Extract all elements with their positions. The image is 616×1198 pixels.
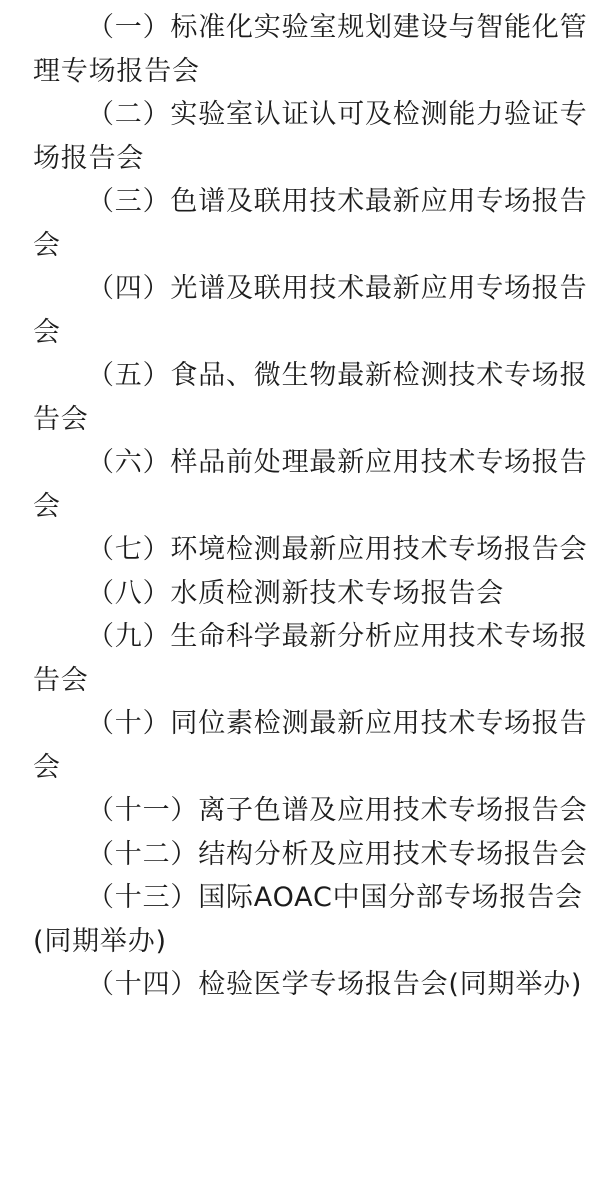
list-item-9: （九）生命科学最新分析应用技术专场报告会 <box>33 621 588 696</box>
list-item-4: （四）光谱及联用技术最新应用专场报告会 <box>33 273 588 348</box>
list-item-12: （十二）结构分析及应用技术专场报告会 <box>87 838 588 870</box>
list-item-5: （五）食品、微生物最新检测技术专场报告会 <box>33 360 588 435</box>
list-item-14: （十四）检验医学专场报告会(同期举办) <box>87 969 583 1000</box>
list-item-13: （十三）国际AOAC中国分部专场报告会(同期举办) <box>33 882 583 957</box>
list-item-6: （六）样品前处理最新应用技术专场报告会 <box>33 447 588 522</box>
list-item-11: （十一）离子色谱及应用技术专场报告会 <box>87 795 588 826</box>
report-session-list <box>33 6 589 1007</box>
list-item-7: （七）环境检测最新应用技术专场报告会 <box>87 534 588 565</box>
list-item-3: （三）色谱及联用技术最新应用专场报告会 <box>33 186 588 261</box>
list-item-8: （八）水质检测新技术专场报告会 <box>87 577 504 609</box>
list-item-1: （一）标准化实验室规划建设与智能化管理专场报告会 <box>33 12 588 87</box>
list-item-10: （十）同位素检测最新应用技术专场报告会 <box>33 708 588 783</box>
list-item-2: （二）实验室认证认可及检测能力验证专场报告会 <box>33 99 588 174</box>
